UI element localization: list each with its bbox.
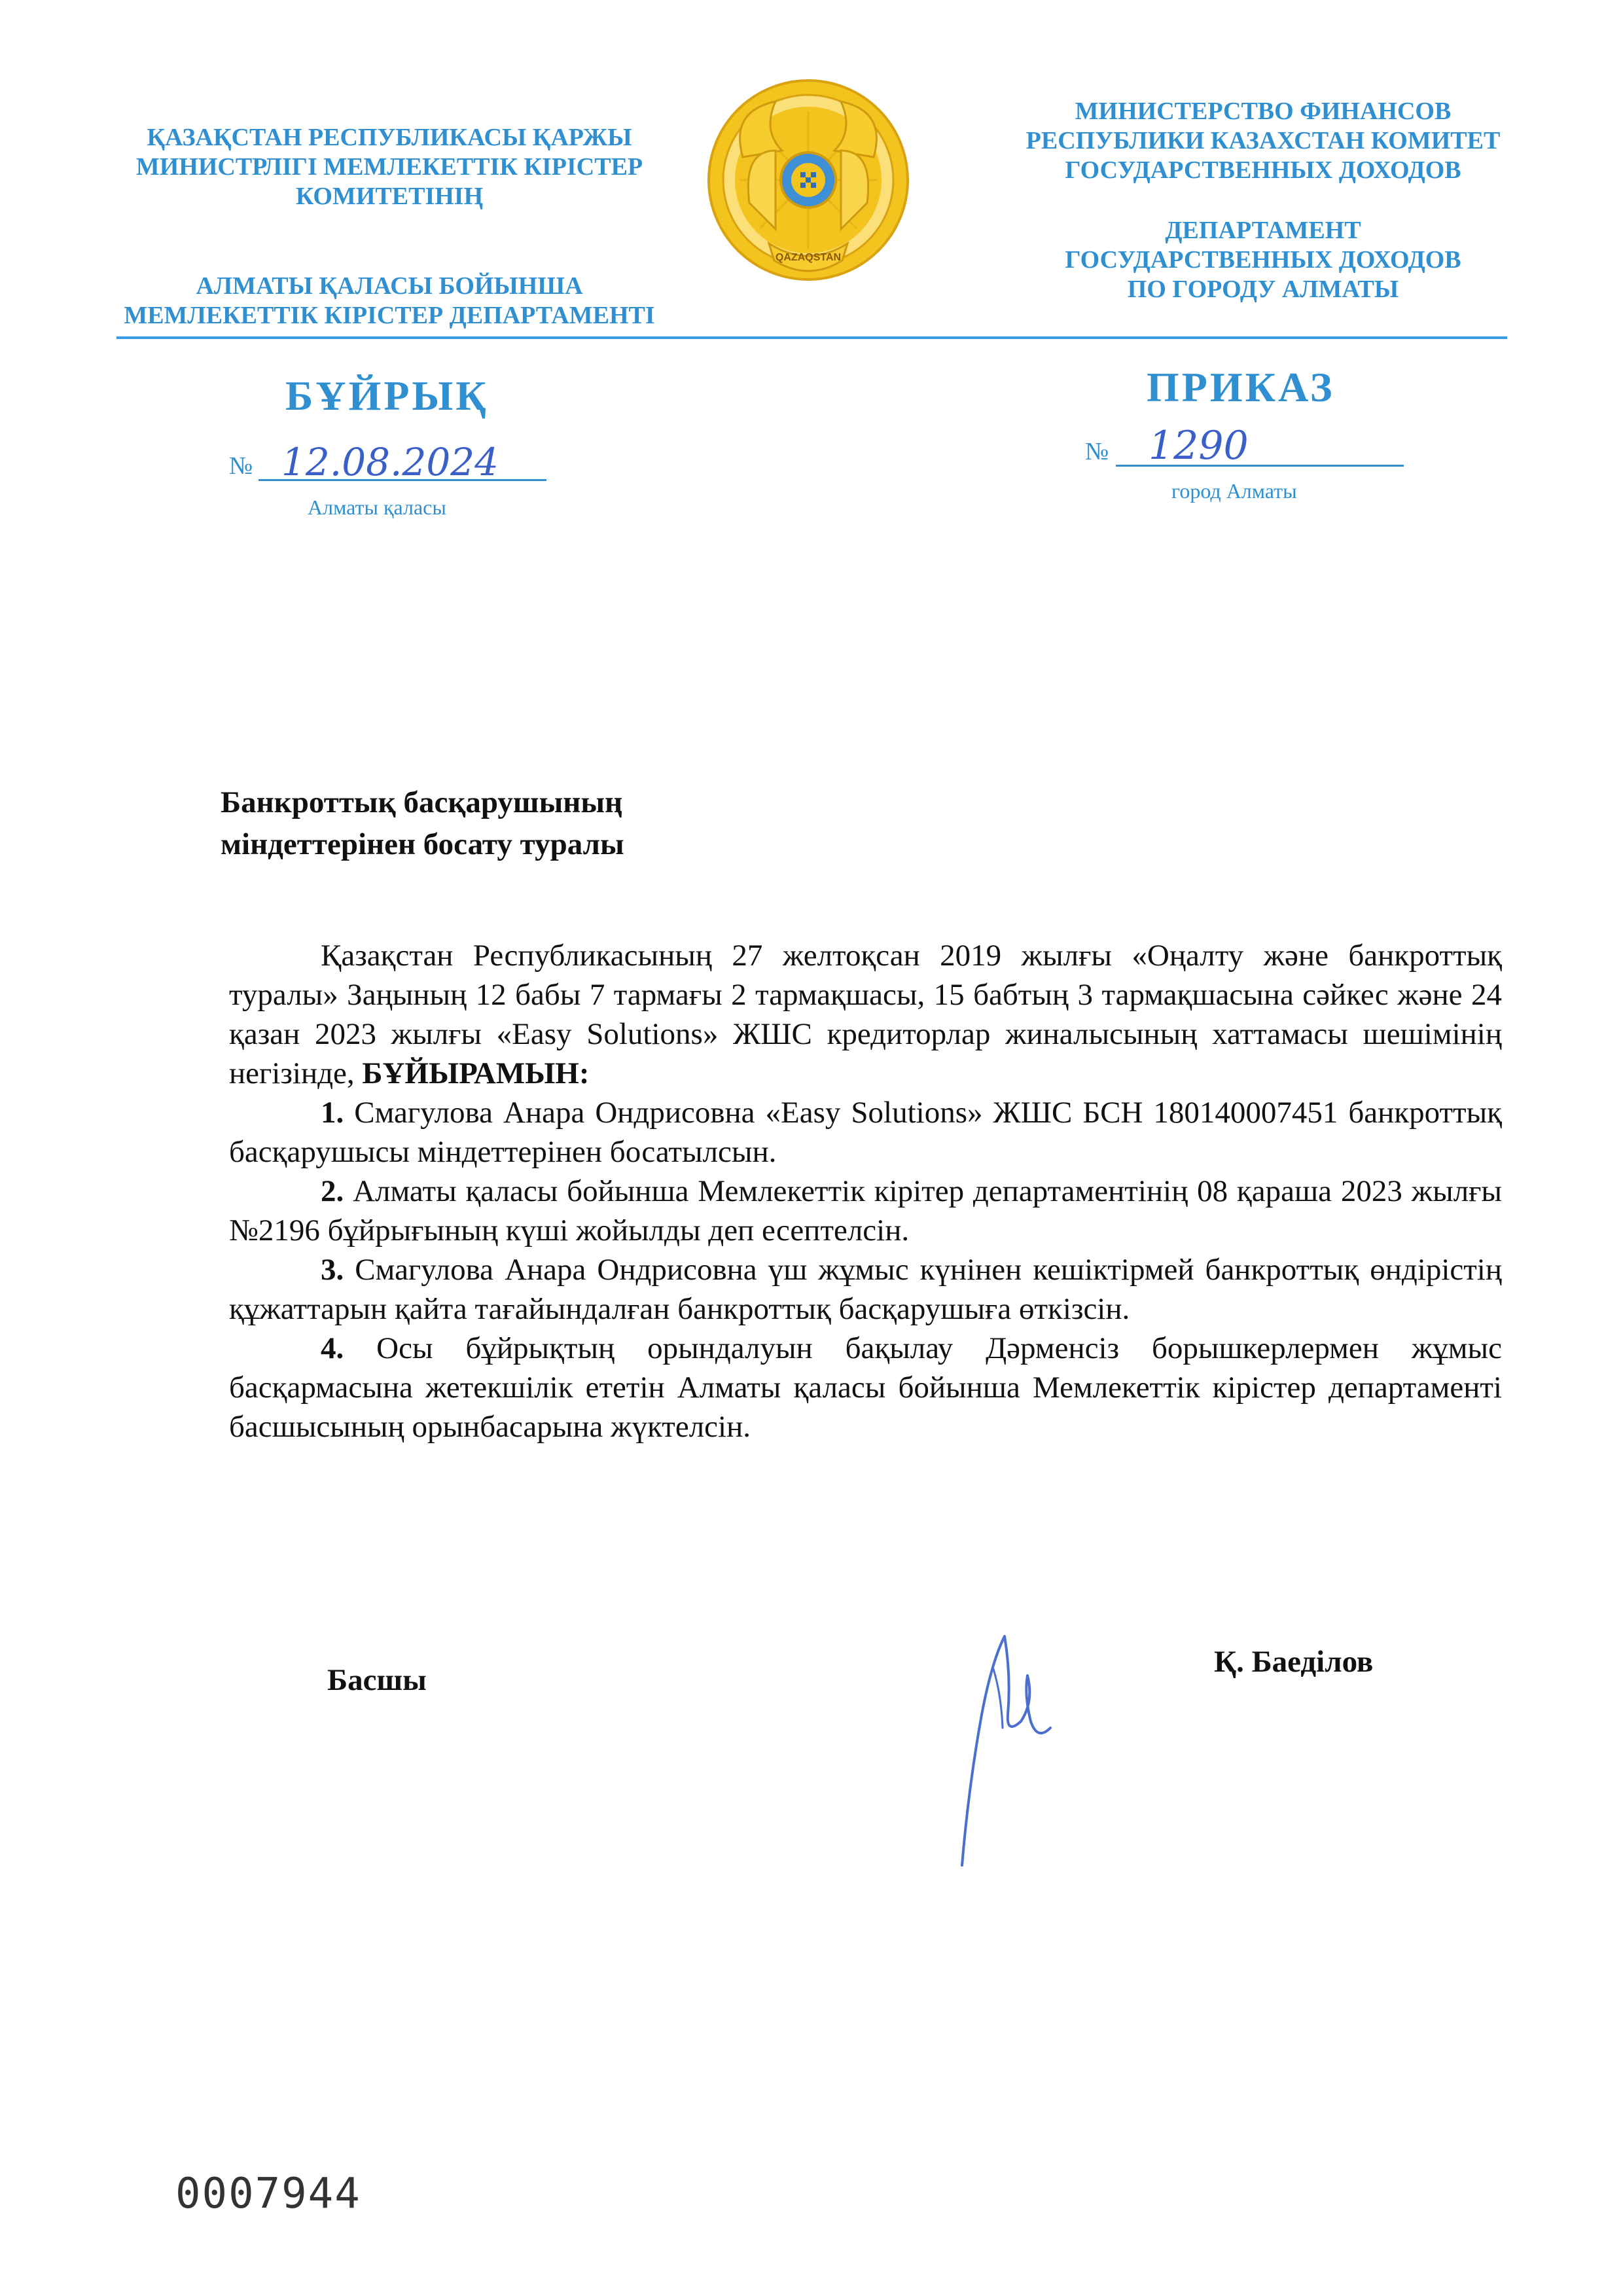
place-kz: Алматы қаласы xyxy=(308,495,446,519)
document-title-line: міндеттерінен босату туралы xyxy=(221,827,624,861)
state-emblem-icon xyxy=(704,72,913,295)
document-body xyxy=(229,936,1502,1446)
emblem-text: QAZAQSTAN xyxy=(775,252,842,263)
header-ru-line: РЕСПУБЛИКИ КАЗАХСТАН КОМИТЕТ xyxy=(1026,127,1501,154)
order-title-kz: БҰЙРЫҚ xyxy=(285,372,489,419)
header-ru-dept-line: ДЕПАРТАМЕНТ xyxy=(1165,217,1361,244)
serial-number: 0007944 xyxy=(175,2170,361,2218)
header-kz xyxy=(98,123,681,331)
header-ru-line: ГОСУДАРСТВЕННЫХ ДОХОДОВ xyxy=(1065,156,1461,184)
signatory-name: Қ. Баеділов xyxy=(1214,1645,1374,1679)
order-item xyxy=(229,1093,1502,1172)
header-ru-dept-line: ПО ГОРОДУ АЛМАТЫ xyxy=(1127,276,1399,303)
order-item-text: Алматы қаласы бойынша Мемлекеттік кірітер департаментінің 08 қараша 2023 жылғы №2196 бұйрығының күші жойылды деп есептелсін. xyxy=(229,1174,1502,1247)
place-ru: город Алматы xyxy=(1171,479,1297,503)
preamble-text: Қазақстан Республикасының 27 желтоқсан 2019 жылғы «Оңалту және банкроттық туралы» Заңының 12 бабы 7 тармағы 2 тармақшасы, 15 бабтың 3 тармақшасына сәйкес және 24 қазан 2023 жылғы «Easy Solutions» ЖШС кредиторлар жиналысының хаттамасы шешімінің негізінде, xyxy=(229,939,1502,1090)
order-item xyxy=(229,1329,1502,1446)
order-item-number: 2. xyxy=(321,1174,344,1208)
order-item-text: Смагулова Анара Ондрисовна үш жұмыс күнінен кешіктірмей банкроттық өндірістің құжаттарын қайта тағайындалған банкроттық басқарушыға өткізсін. xyxy=(229,1253,1502,1326)
header-kz-dept-line: МЕМЛЕКЕТТІК КІРІСТЕР ДЕПАРТАМЕНТІ xyxy=(124,302,655,329)
header-kz-line: МИНИСТРЛІГІ МЕМЛЕКЕТТІК КІРІСТЕР xyxy=(135,153,643,181)
header-kz-line: ҚАЗАҚСТАН РЕСПУБЛИКАСЫ ҚАРЖЫ xyxy=(147,124,632,151)
order-item-text: Осы бұйрықтың орындалуын бақылау Дәрменсіз борышкерлермен жұмыс басқармасына жетекшілік ететін Алматы қаласы бойынша Мемлекеттік кірістер департаменті басшысының орынбасарына жүктелсін. xyxy=(229,1331,1502,1444)
handwritten-number: 1290 xyxy=(1149,423,1249,469)
number-sign-ru: № xyxy=(1085,438,1109,465)
number-sign-kz: № xyxy=(229,452,253,480)
order-item xyxy=(229,1250,1502,1329)
order-item-number: 3. xyxy=(321,1253,344,1287)
decree-word: БҰЙЫРАМЫН: xyxy=(362,1056,590,1090)
handwritten-signature xyxy=(942,1623,1054,1872)
header-ru xyxy=(982,97,1544,304)
handwritten-date: 12.08.2024 xyxy=(281,440,499,484)
order-item-number: 1. xyxy=(321,1096,344,1130)
preamble-paragraph xyxy=(229,936,1502,1093)
order-item-number: 4. xyxy=(321,1331,344,1365)
header-divider xyxy=(116,336,1507,339)
header-ru-line: МИНИСТЕРСТВО ФИНАНСОВ xyxy=(1075,98,1452,125)
signatory-position: Басшы xyxy=(327,1663,427,1697)
document-title-line: Банкроттық басқарушының xyxy=(221,785,623,819)
order-title-ru: ПРИКАЗ xyxy=(1147,364,1335,410)
document-title xyxy=(221,781,624,865)
header-kz-line: КОМИТЕТІНІҢ xyxy=(295,183,484,210)
header-ru-dept-line: ГОСУДАРСТВЕННЫХ ДОХОДОВ xyxy=(1065,246,1461,274)
header-kz-dept-line: АЛМАТЫ ҚАЛАСЫ БОЙЫНША xyxy=(196,272,583,300)
order-item xyxy=(229,1172,1502,1250)
order-item-text: Смагулова Анара Ондрисовна «Easy Solutions» ЖШС БСН 180140007451 банкроттық басқарушысы міндеттерінен босатылсын. xyxy=(229,1096,1503,1169)
